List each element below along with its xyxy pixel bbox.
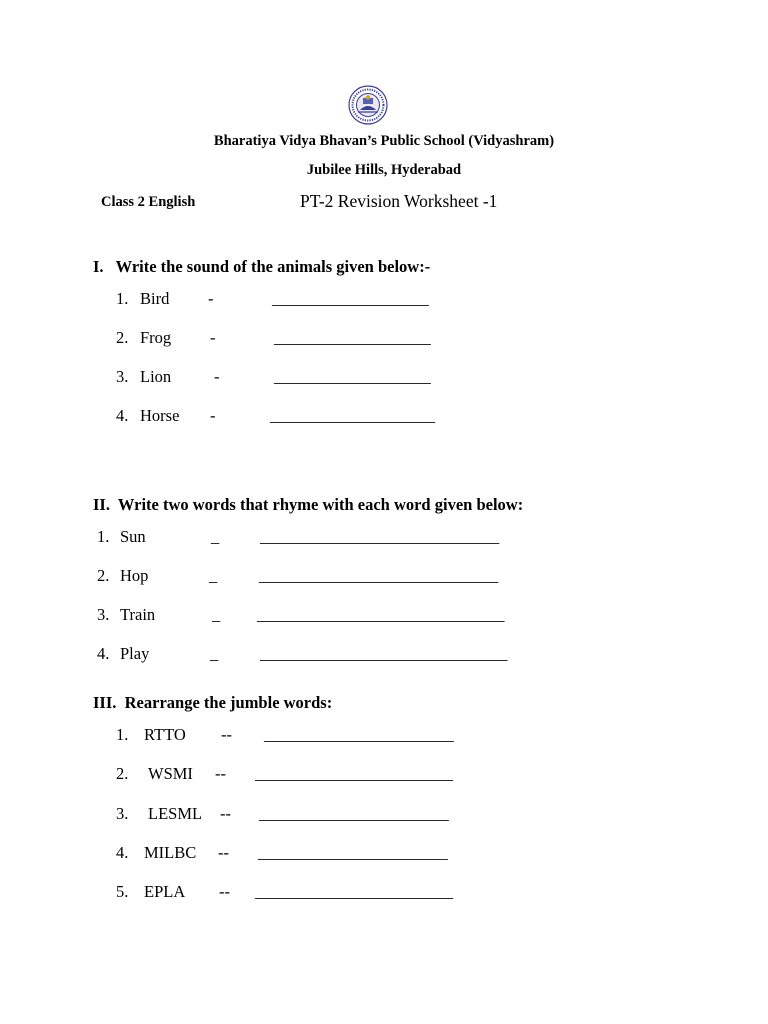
item-number: 3.: [116, 804, 129, 823]
item-separator: --: [218, 843, 229, 862]
item-number: 4.: [116, 843, 129, 862]
item-separator: -: [210, 406, 216, 425]
answer-blank[interactable]: _______________________: [258, 843, 448, 862]
item-separator: --: [221, 725, 232, 744]
item-number: 2.: [97, 566, 110, 585]
item-number: 4.: [97, 644, 110, 663]
item-number: 3.: [116, 367, 129, 386]
section3-heading: III. Rearrange the jumble words:: [93, 693, 333, 712]
item-separator: _: [212, 605, 221, 624]
item-number: 1.: [116, 289, 129, 308]
answer-blank[interactable]: ______________________________: [257, 605, 505, 624]
worksheet-title: PT-2 Revision Worksheet -1: [300, 191, 498, 211]
item-word: Sun: [120, 527, 146, 546]
item-word: LESML: [148, 804, 203, 823]
item-separator: _: [210, 644, 219, 663]
item-word: Bird: [140, 289, 170, 308]
item-word: EPLA: [144, 882, 186, 901]
answer-blank[interactable]: _____________________________: [260, 527, 500, 546]
item-word: Lion: [140, 367, 172, 386]
item-number: 2.: [116, 764, 129, 783]
answer-blank[interactable]: _____________________________: [259, 566, 499, 585]
answer-blank[interactable]: ____________________: [270, 406, 435, 425]
item-separator: -: [210, 328, 216, 347]
answer-blank[interactable]: ___________________: [274, 328, 431, 347]
item-word: Frog: [140, 328, 172, 347]
item-number: 1.: [116, 725, 129, 744]
item-word: Horse: [140, 406, 180, 425]
answer-blank[interactable]: _______________________: [259, 804, 449, 823]
answer-blank[interactable]: ___________________: [272, 289, 429, 308]
item-separator: _: [209, 566, 218, 585]
section1-heading: I. Write the sound of the animals given below:-: [93, 257, 431, 276]
item-separator: _: [211, 527, 220, 546]
item-separator: --: [219, 882, 230, 901]
item-word: Play: [120, 644, 150, 663]
answer-blank[interactable]: ________________________: [255, 882, 453, 901]
item-number: 5.: [116, 882, 129, 901]
answer-blank[interactable]: ___________________: [274, 367, 431, 386]
answer-blank[interactable]: ______________________________: [260, 644, 508, 663]
answer-blank[interactable]: ________________________: [255, 764, 453, 783]
item-separator: --: [215, 764, 226, 783]
item-number: 2.: [116, 328, 129, 347]
item-word: Hop: [120, 566, 149, 585]
item-separator: -: [208, 289, 214, 308]
item-word: MILBC: [144, 843, 197, 862]
school-name: Bharatiya Vidya Bhavan’s Public School (Vidyashram): [213, 133, 555, 149]
school-emblem-icon: [348, 85, 388, 125]
class-label: Class 2 English: [101, 194, 196, 210]
item-word: WSMI: [148, 764, 193, 783]
item-number: 3.: [97, 605, 110, 624]
answer-blank[interactable]: _______________________: [264, 725, 454, 744]
school-location: Jubilee Hills, Hyderabad: [306, 162, 462, 178]
item-separator: -: [214, 367, 220, 386]
section2-heading: II. Write two words that rhyme with each word given below:: [93, 495, 524, 514]
item-number: 4.: [116, 406, 129, 425]
item-word: RTTO: [144, 725, 186, 744]
item-number: 1.: [97, 527, 110, 546]
item-separator: --: [220, 804, 231, 823]
item-word: Train: [120, 605, 156, 624]
